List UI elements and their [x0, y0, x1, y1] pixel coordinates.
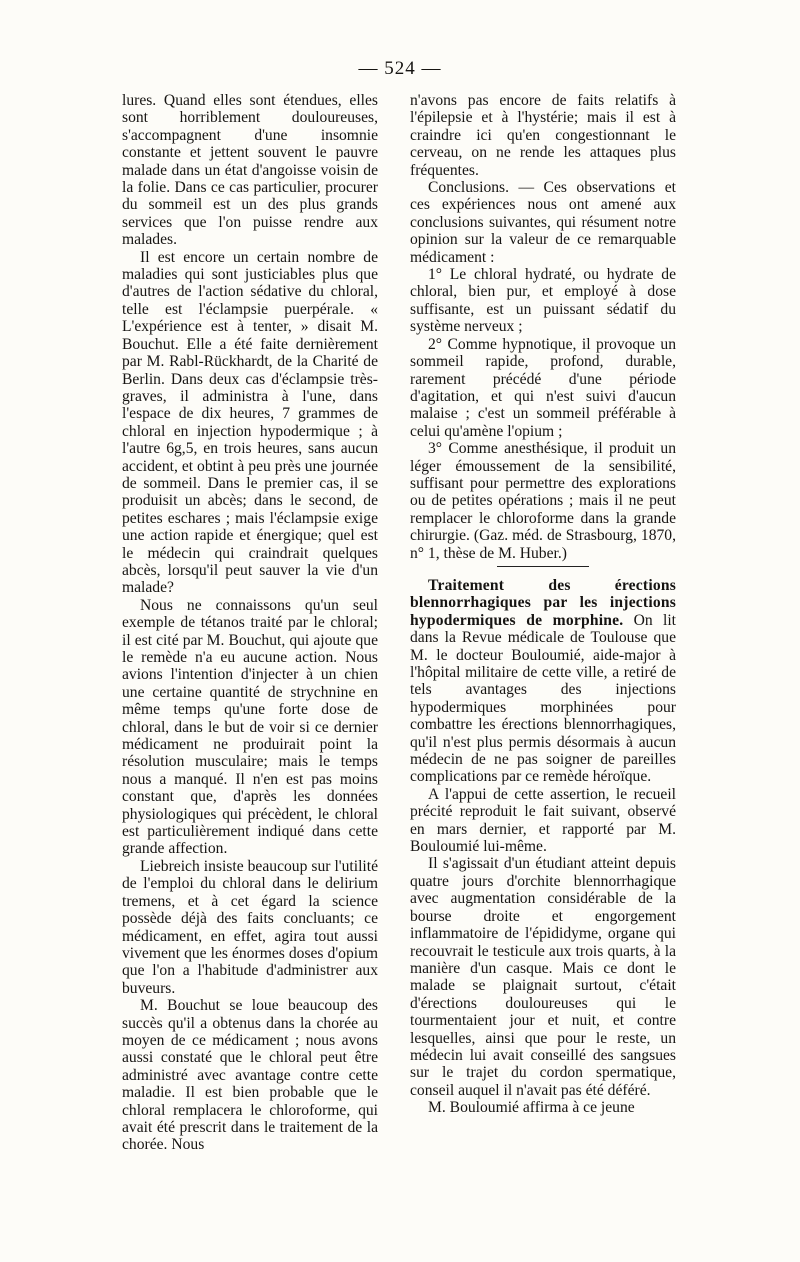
section-divider [497, 566, 589, 567]
paragraph: Nous ne connaissons qu'un seul exemple de tétanos traité par le chloral; il est cité par M. Bouchut, qui ajoute que le remède n'a eu aucune action. Nous avions l'intention d'injecter à un chien une certaine quantité de strychnine en même temps qu'une forte dose de chloral, dans le but de voir si ce dernier médicament ne produirait point la résolution musculaire; mais le temps nous a manqué. Il n'en est pas moins constant que, d'après les données physiologiques qui précèdent, le chloral est particulièrement indiqué dans cette grande affection. [122, 596, 378, 858]
paragraph: M. Bouloumié affirma à ce jeune [428, 1099, 635, 1117]
paragraph: Il s'agissait d'un étudiant atteint depuis quatre jours d'orchite blennorrhagique avec augmentation considérable de la bourse droite et engorgement inflammatoire de l'épididyme, organe qui recouvrait le testicule aux trois quarts, à la manière d'un casque. Mais ce dont le malade se plaignait surtout, c'était d'érections douloureuses qui le tourmentaient jour et nuit, et contre lesquelles, ainsi que pour le reste, un médecin lui avait conseillé des sangsues sur le trajet du cordon spermatique, conseil auquel il n'avait pas été déféré. [410, 855, 676, 1099]
paragraph: 3° Comme anesthésique, il produit un léger émoussement de la sensibilité, suffisant pour permettre des explorations ou de petites opérations ; mais il ne peut remplacer le chloroforme dans la grande chirurgie. (Gaz. méd. de Strasbourg, 1870, n° 1, thèse de M. Huber.) [410, 440, 676, 562]
paragraph: Conclusions. — Ces observations et ces expériences nous ont amené aux conclusions suivantes, qui résument notre opinion sur la valeur de ce remarquable médicament : [410, 179, 676, 266]
page-number: — 524 — [358, 58, 442, 79]
left-column [122, 92, 378, 1154]
right-column [410, 92, 676, 1117]
paragraph: A l'appui de cette assertion, le recueil précité reproduit le fait suivant, observé en mars dernier, et rapporté par M. Bouloumié lui-même. [410, 785, 676, 856]
section-paragraph [410, 577, 676, 786]
paragraph: lures. Quand elles sont étendues, elles sont horriblement douloureuses, s'accompagnent d'une insomnie constante et jettent souvent le pauvre malade dans un état d'angoisse voisin de la folie. Dans ce cas particulier, procurer du sommeil est un des plus grands services que l'on puisse rendre aux malades. [122, 92, 378, 249]
section-intro-text: On lit dans la Revue médicale de Toulouse que M. le docteur Bouloumié, aide-major à l'hôpital militaire de cette ville, a retiré de tels avantages des injections hypodermiques morphinées pour combattre les érections blennorrhagiques, qu'il n'est plus permis désormais à aucun médecin de ne pas soigner de pareilles complications par ce remède héroïque. [410, 611, 676, 786]
paragraph: Liebreich insiste beaucoup sur l'utilité de l'emploi du chloral dans le delirium tremens, et à cet égard la science possède déjà des faits concluants; ce médicament, en effet, agira tout aussi vivement que les énormes doses d'opium que l'on a l'habitude d'administrer aux buveurs. [122, 857, 378, 997]
paragraph: Il est encore un certain nombre de maladies qui sont justiciables plus que d'autres de l'action sédative du chloral, telle est l'éclampsie puerpérale. « L'expérience est à tenter, » disait M. Bouchut. Elle a été faite dernièrement par M. Rabl-Rückhardt, de la Charité de Berlin. Dans deux cas d'éclampsie très-graves, il administra à l'une, dans l'espace de dix heures, 7 grammes de chloral en injection hypodermique ; à l'autre 6g,5, en trois heures, sans aucun accident, et obtint à peu près une journée de sommeil. Dans le premier cas, il se produisit un abcès; dans le second, de petites eschares ; mais l'éclampsie exige une action rapide et énergique; quel est le médecin qui craindrait quelques abcès, lorsqu'il peut sauver la vie d'un malade? [122, 248, 378, 597]
paragraph: 2° Comme hypnotique, il provoque un sommeil rapide, profond, durable, rarement précédé d'une période d'agitation, et qui n'est suivi d'aucun malaise ; c'est un sommeil préférable à celui qu'amène l'opium ; [410, 335, 676, 440]
paragraph: 1° Le chloral hydraté, ou hydrate de chloral, bien pur, et employé à dose suffisante, est un puissant sédatif du système nerveux ; [410, 266, 676, 336]
paragraph: M. Bouchut se loue beaucoup des succès qu'il a obtenus dans la chorée au moyen de ce médicament ; nous avons aussi constaté que le chloral peut être administré avec avantage contre cette maladie. Il est bien probable que le chloral remplacera le chloroforme, qui avait été prescrit dans le traitement de la chorée. Nous [122, 997, 378, 1154]
paragraph: n'avons pas encore de faits relatifs à l'épilepsie et à l'hystérie; mais il est à craindre ici qu'en congestionnant le cerveau, on ne rende les attaques plus fréquentes. [410, 92, 676, 179]
section-heading: Traitement des érections blennorrhagiques par les injections hypodermiques de morphine. [410, 576, 676, 629]
